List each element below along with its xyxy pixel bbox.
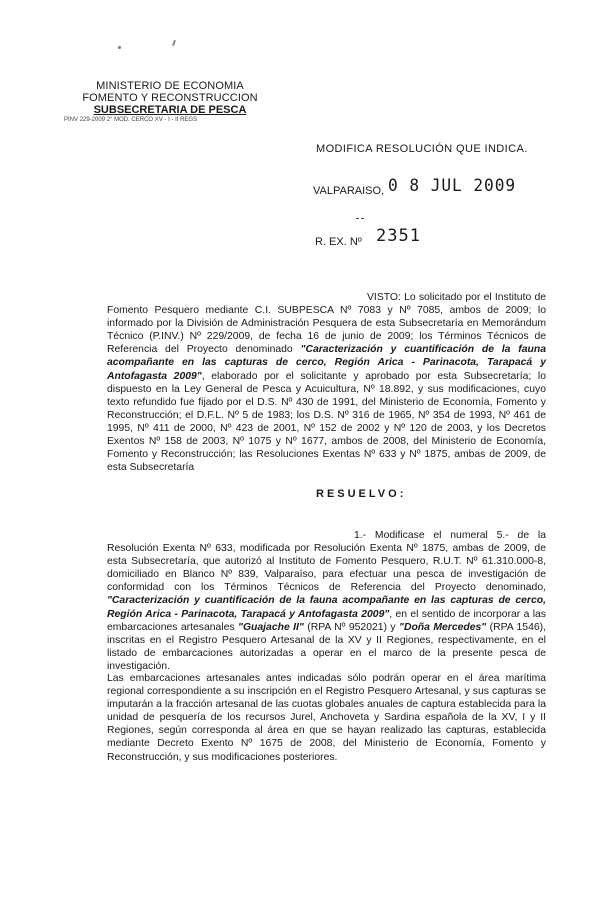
- article-1-text-1: 1.- Modificase el numeral 5.- de la Resolución Exenta Nº 633, modificada por Resolución Exenta Nº 1875, ambas de 2009, de esta Subsecretaría, que autorizó al Instituto de Fomento Pesquero, R.U.T. Nº 61.310.000-8, domiciliado en Blanco Nº 839, Valparaíso, para efectuar una pesca de investigación de conformidad con los Términos Técnicos de Referencia del Proyecto denominado,: [107, 530, 546, 594]
- resolution-number: 2351: [376, 226, 421, 246]
- undersecretary-name: SUBSECRETARIA DE PESCA: [93, 104, 247, 116]
- vessel-name-1: "Guajache II": [238, 621, 304, 633]
- resuelvo-heading: RESUELVO:: [316, 488, 407, 500]
- operating-conditions-paragraph: Las embarcaciones artesanales antes indicadas sólo podrán operar en el área marítima regional correspondiente a su inscripción en el Registro Pesquero Artesanal, y sus capturas se imputarán a la fracción artesanal de las cuotas globales anuales de captura establecida para la unidad de pesquería de los recursos Jurel, Anchoveta y Sardina española de la XV, I y II Regiones, según corresponda al área en que se hayan realizado las capturas, establecida mediante Decreto Exento Nº 1675 de 2008, del Ministerio de Economía, Fomento y Reconstrucción, y sus modificaciones posteriores.: [107, 673, 546, 763]
- place-label: VALPARAISO,: [313, 185, 385, 197]
- resolution-label: R. EX. Nº: [315, 236, 362, 248]
- document-subject: MODIFICA RESOLUCIÓN QUE INDICA.: [316, 143, 528, 155]
- scan-speck: [118, 46, 121, 49]
- project-title: "Caracterización y cuantificación de la fauna acompañante en las capturas de cerco, Región Arica - Parinacota, Tarapacá y Antofagasta 2009": [107, 344, 546, 382]
- scan-speck: [172, 40, 176, 46]
- file-reference: PINV 229-2009 2° MOD. CERCO XV - I - II REGS: [64, 117, 198, 123]
- article-1-text-3: (RPA Nº 952021) y: [303, 621, 400, 633]
- date-stamp: 0 8 JUL 2009: [388, 176, 517, 196]
- ministry-name-continued: FOMENTO Y RECONSTRUCCION: [82, 92, 258, 104]
- project-title: "Caracterización y cuantificación de la fauna acompañante en las capturas de cerco, Región Arica - Parinacota, Tarapacá y Antofagasta 2009": [107, 595, 546, 620]
- article-1-text-2: , en el sentido de incorporar a las embarcaciones artesanales: [107, 608, 546, 633]
- letterhead: [60, 80, 280, 125]
- vessel-name-2: "Doña Mercedes": [399, 621, 487, 633]
- ministry-name: MINISTERIO DE ECONOMIA: [96, 80, 244, 92]
- stamp-mark: [356, 218, 364, 219]
- article-1-text-4: (RPA 1546), inscritas en el Registro Pesquero Artesanal de la XV y II Regiones, respectivamente, en el listado de embarcaciones autorizadas a operar en el marco de la presente pesca de investigación.: [107, 621, 546, 672]
- visto-text-1: VISTO: Lo solicitado por el Instituto de Fomento Pesquero mediante C.I. SUBPESCA Nº 7083 y Nº 7085, ambos de 2009; lo informado por la División de Administración Pesquera de esta Subsecretaría en Memorándum Técnico (P.INV.) Nº 229/2009, de fecha 16 de junio de 2009; los Términos Técnicos de Referencia del Proyecto denominado: [107, 292, 546, 356]
- visto-text-2: , elaborado por el solicitante y aprobado por esta Subsecretaría; lo dispuesto en la Ley General de Pesca y Acuicultura, Nº 18.892, y sus modificaciones, cuyo texto refundido fue fijado por el D.S. Nº 430 de 1991, del Ministerio de Economía, Fomento y Reconstrucción; el D.F.L. Nº 5 de 1983; los D.S. Nº 316 de 1965, Nº 354 de 1993, Nº 461 de 1995, Nº 411 de 2000, Nº 423 de 2001, Nº 152 de 2002 y Nº 120 de 2003, y los Decretos Exentos Nº 158 de 2003, Nº 1075 y Nº 1677, ambos de 2008, del Ministerio de Economía, Fomento y Reconstrucción; las Resoluciones Exentas Nº 633 y Nº 1875, ambas de 2009, de esta Subsecretaría: [107, 370, 546, 474]
- visto-paragraph: [107, 291, 546, 474]
- article-1-paragraph: [107, 529, 546, 673]
